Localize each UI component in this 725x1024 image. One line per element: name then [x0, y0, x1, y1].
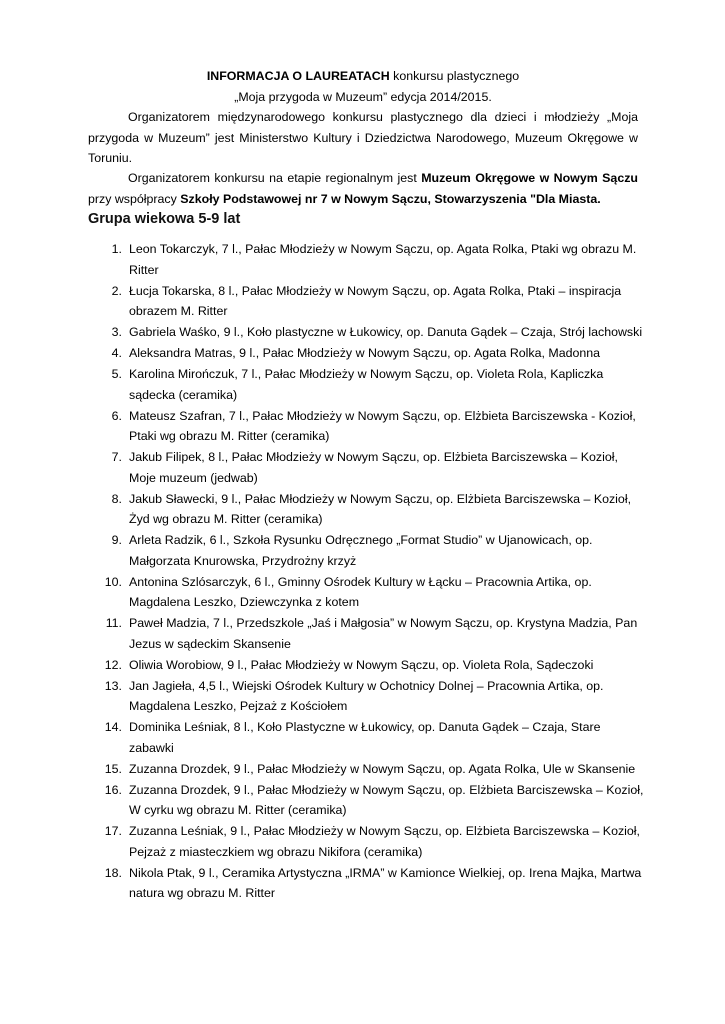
document-title	[88, 66, 638, 87]
list-item	[88, 364, 648, 405]
list-item-number: 2.	[111, 283, 122, 298]
list-item-number: 11.	[105, 616, 122, 630]
document-header	[88, 66, 638, 107]
title-bold: INFORMACJA O LAUREATACH	[206, 69, 390, 83]
winners-list	[88, 239, 648, 904]
list-item-text: Jakub Filipek, 8 l., Pałac Młodzieży w Nowym Sączu, op. Elżbieta Barciszewska – Kozioł, Moje muzeum (jedwab)	[129, 450, 618, 485]
list-item-text: Mateusz Szafran, 7 l., Pałac Młodzieży w Nowym Sączu, op. Elżbieta Barciszewska - Kozioł, Ptaki wg obrazu M. Ritter (ceramika)	[129, 408, 636, 443]
intro-p2-museum: Muzeum Okręgowe w Nowym Sączu	[421, 171, 638, 185]
list-item-text: Zuzanna Drozdek, 9 l., Pałac Młodzieży w Nowym Sączu, op. Elżbieta Barciszewska – Kozioł, W cyrku wg obrazu M. Ritter (ceramika)	[129, 782, 644, 817]
document-subtitle: „Moja przygoda w Muzeum” edycja 2014/2015.	[234, 89, 492, 104]
list-item-text: Łucja Tokarska, 8 l., Pałac Młodzieży w Nowym Sączu, op. Agata Rolka, Ptaki – inspiracja obrazem M. Ritter	[129, 283, 622, 318]
list-item	[88, 489, 648, 530]
list-item-number: 14.	[104, 720, 122, 734]
list-item-number: 4.	[111, 346, 122, 360]
list-item-text: Paweł Madzia, 7 l., Przedszkole „Jaś i Małgosia” w Nowym Sączu, op. Krystyna Madzia, Pan Jezus w sądeckim Skansenie	[129, 616, 638, 651]
age-group-heading: Grupa wiekowa 5-9 lat	[88, 211, 241, 227]
list-item	[88, 447, 648, 488]
list-item-number: 13.	[104, 678, 122, 693]
list-item-text: Jan Jagieła, 4,5 l., Wiejski Ośrodek Kultury w Ochotnicy Dolnej – Pracownia Artika, op. Magdalena Leszko, Pejzaż z Kościołem	[129, 678, 604, 713]
list-item-text: Dominika Leśniak, 8 l., Koło Plastyczne w Łukowicy, op. Danuta Gądek – Czaja, Stare zabawki	[129, 720, 601, 755]
list-item-number: 10.	[104, 574, 122, 589]
list-item-text: Karolina Mirończuk, 7 l., Pałac Młodzieży w Nowym Sączu, op. Violeta Rola, Kapliczka sądecka (ceramika)	[129, 367, 604, 402]
list-item-number: 1.	[111, 242, 122, 256]
list-item-text: Jakub Sławecki, 9 l., Pałac Młodzieży w Nowym Sączu, op. Elżbieta Barciszewska – Kozioł, Żyd wg obrazu M. Ritter (ceramika)	[129, 491, 632, 526]
list-item-text: Gabriela Waśko, 9 l., Koło plastyczne w Łukowicy, op. Danuta Gądek – Czaja, Strój lachowski	[129, 325, 643, 339]
list-item	[88, 343, 648, 364]
list-item	[88, 322, 648, 343]
list-item-number: 9.	[111, 533, 122, 547]
list-item	[88, 530, 648, 571]
list-item	[88, 572, 648, 613]
list-item	[88, 239, 648, 280]
intro-paragraph-regional	[88, 168, 638, 209]
list-item-number: 6.	[111, 408, 122, 423]
list-item-text: Oliwia Worobiow, 9 l., Pałac Młodzieży w Nowym Sączu, op. Violeta Rola, Sądeczoki	[129, 657, 594, 672]
intro-p2-a: Organizatorem konkursu na etapie regionalnym jest	[128, 171, 422, 185]
list-item	[88, 780, 648, 821]
list-item-number: 7.	[111, 450, 122, 464]
list-item-number: 3.	[111, 325, 122, 339]
intro-p2-c: przy współpracy	[88, 191, 181, 206]
list-item-text: Zuzanna Leśniak, 9 l., Pałac Młodzieży w Nowym Sączu, op. Elżbieta Barciszewska – Kozioł, Pejzaż z miasteczkiem wg obrazu Nikifora (ceramika)	[129, 824, 640, 859]
list-item	[88, 655, 648, 676]
intro-paragraph-organizer	[88, 107, 638, 169]
list-item-number: 15.	[104, 761, 122, 776]
list-item-text: Aleksandra Matras, 9 l., Pałac Młodzieży w Nowym Sączu, op. Agata Rolka, Madonna	[129, 346, 601, 360]
list-item	[88, 406, 648, 447]
intro-p1-text: Organizatorem międzynarodowego konkursu plastycznego dla dzieci i młodzieży „Moja przygoda w Muzeum” jest Ministerstwo Kultury i Dziedzictwa Narodowego, Muzeum Okręgowe w Toruniu.	[88, 110, 638, 165]
list-item-number: 17.	[104, 824, 122, 838]
list-item	[88, 717, 648, 758]
list-item-number: 12.	[104, 657, 122, 672]
list-item	[88, 821, 648, 862]
list-item-text: Antonina Szlósarczyk, 6 l., Gminny Ośrodek Kultury w Łącku – Pracownia Artika, op. Magdalena Leszko, Dziewczynka z kotem	[129, 574, 592, 609]
list-item-text: Nikola Ptak, 9 l., Ceramika Artystyczna „IRMA” w Kamionce Wielkiej, op. Irena Majka, Martwa natura wg obrazu M. Ritter	[129, 865, 642, 900]
list-item	[88, 759, 648, 780]
list-item-number: 8.	[111, 491, 122, 506]
list-item-number: 18.	[104, 865, 122, 880]
list-item	[88, 676, 648, 717]
list-item-text: Arleta Radzik, 6 l., Szkoła Rysunku Odręcznego „Format Studio” w Ujanowicach, op. Małgorzata Knurowska, Przydrożny krzyż	[129, 533, 593, 568]
list-item-text: Zuzanna Drozdek, 9 l., Pałac Młodzieży w Nowym Sączu, op. Agata Rolka, Ule w Skansenie	[129, 761, 636, 776]
list-item-number: 5.	[111, 367, 122, 381]
list-item	[88, 863, 648, 904]
list-item-text: Leon Tokarczyk, 7 l., Pałac Młodzieży w Nowym Sączu, op. Agata Rolka, Ptaki wg obrazu M. Ritter	[129, 242, 637, 277]
list-item	[88, 281, 648, 322]
title-rest: konkursu plastycznego	[389, 69, 520, 83]
intro-p2-partners: Szkoły Podstawowej nr 7 w Nowym Sączu, Stowarzyszenia "Dla Miasta.	[180, 191, 601, 206]
list-item	[88, 613, 648, 654]
list-item-number: 16.	[104, 782, 122, 797]
